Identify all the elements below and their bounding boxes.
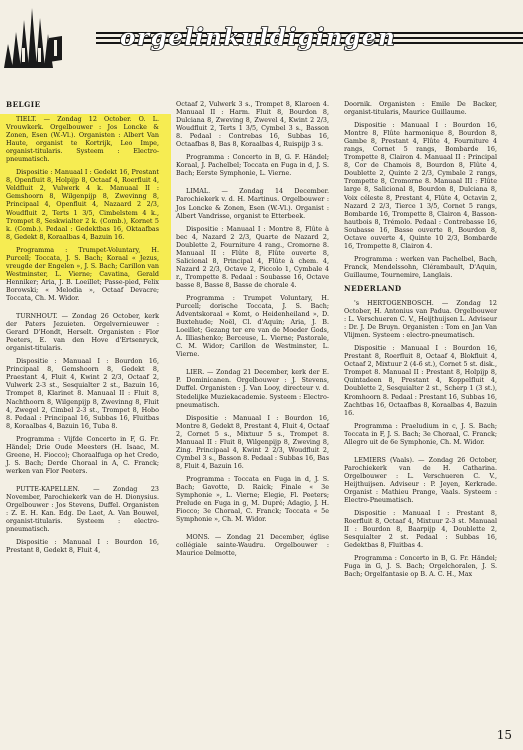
text-column-right [344,100,497,583]
section-title: orgelinkuldigingen [120,24,397,51]
concert-entry: LIER. — Zondag 21 December, kerk der E. P. Dominicanen. Orgelbouwer : J. Stevens, Duffel. Organisten : J. Van Looy, directeur v. d. Stedelijke Muziekacademie. Systeem : Electro-pneumatisch. [176,368,329,409]
concert-entry: Programma : Trumpet-Voluntary, H. Purcell; Toccata, J. S. Bach; Koraal « Jezus, vreugde der Engelen », J. S. Bach; Carillon van Westminster, L. Vierne; Cavatina, Gerald Henniker; Aria, J. B. Loeillet; Passe-pied, Felix Borowski; « Melodia », Octaaf Devacre; Toccata, Ch. M. Widor. [6,245,159,302]
concert-entry: LIMAL. — Zondag 14 December. Parochiekerk v. d. H. Martinus. Orgelbouwer : Jos Loncke & Zonen, Esen (W.-Vl.). Organist : Albert Vandrisse, organist te Etterbeek. [176,187,329,220]
concert-entry: Dispositie : Manuaal I : Bourdon 16, Principaal 8, Gemshoorn 8, Gedekt 8, Praestant 4, Fluit 4, Kwint 2 2/3, Octaaf 2, Vulwerk 2-3 st., Sesquialter 2 st., Bazuin 16, Trompet 8, Klarinet 8. Manuaal II : Fluit 8, Nachthoorn 8, Wilgenpijp 8, Zwevinng 8, Fluit 4, Zwegel 2, Cimbel 2-3 st., Trompet 8, Hobo 8. Pedaal : Principaal 16, Subbas 16, Fluitbas 8, Koraalbas 4, Bazuin 16, Tuba 8. [6,357,159,430]
concert-entry: Dispositie : Manuaal I : Montre 8, Flûte à bec 4, Nazard 2 2/3, Quarte de Nazard 2, Doublette 2, Fourniture 4 rang., Cromorne 8. Manuaal II : Flûte 8, Flûte ouverte 8, Salicional 8, Principal 4, Flûte à chem. 4, Nazard 2 2/3, Octave 2, Piccolo 1, Cymbale 4 r., Trompette 8. Pedaal : Soubasse 16, Octave basse 8, Basse 8, Basse de chorale 4. [176,224,329,289]
concert-entry: Programma : Praeludium in c, J. S. Bach; Toccata in F, J. S. Bach; 3e Choraal, C. Franck; Allegro uit de 6e Symphonie, Ch. M. Widor. [344,421,497,446]
page-number: 15 [496,728,512,742]
text-column-middle [176,100,329,562]
concert-entry: TIELT. — Zondag 12 October. O. L. Vrouwkerk. Orgelbouwer : Jos Loncke & Zonen, Esen (W.-Vl.). Organisten : Albert Van Haute, organist te Kortrijk, Leo Impe, organist-titularis. Systeem : Electro-pneumatisch. [6,115,159,164]
concert-entry: Programma : Concerto in B, G. Fr. Händel; Fuga in G, J. S. Bach; Orgelchoralen, J. S. Bach; Orgelfantasie op B. A. C. H., Max [344,554,497,579]
concert-entry: Programma : Trumpet Voluntary, H. Purcell; dorische Toccata, J. S. Bach; Adventskoraal « Komt, o Heidenheiland », D. Buxtehude; Noël, Cl. d'Aquin; Aria, J. B. Loeillet; Gezang ter ere van de Moeder Gods, A. Illiashenko; Berceuse, L. Vierne; Pastorale, C. M. Widor; Carillon de Westminster, L. Vierne. [176,293,329,359]
country-heading: BELGIE [6,100,41,109]
concert-entry: Doornik. Organisten : Emile De Backer, organist-titularis, Maurice Guillaume. [344,100,497,117]
concert-entry: Dispositie : Manuaal I : Bourdon 16, Prestant 8, Roerfluit 8, Octaaf 4, Blokfluit 4, Octaaf 2, Mixtuur 2 (4-6 st.), Cornet 5 st. disk., Trompet 8. Manuaal II : Prestant 8, Holpijp 8, Quintadeen 8, Prestant 4, Koppelfluit 4, Doublette 2, Sesquialter 2 st., Scherp 1 (3 st.), Kromhoorn 8. Pedaal : Prestant 16, Subbas 16, Zachtbas 16, Octaafbas 8, Koraalbas 4, Bazuin 16. [344,344,497,417]
country-heading: NEDERLAND [344,283,402,293]
title-bar [96,22,523,54]
concert-entry: 's HERTOGENBOSCH. — Zondag 12 October, H. Antonius van Padua. Orgelbouwer : L. Verschueren C. V., Heijthuijsen L. Adviseur : Dr. J. De Bruyn. Organisten : Tom en Jan Van Vlijmen. Systeem : electro-pneumatisch. [344,298,497,340]
concert-entry: PUTTE-KAPELLEN. — Zondag 23 November, Parochiekerk van de H. Dionysius. Orgelbouwer : Jos Stevens, Duffel. Organisten : Z. E. H. Kan. Edg. De Laet, A. Van Bouwel, organist-titularis. Systeem : electro-pneumatisch. [6,484,159,534]
concert-entry: TURNHOUT. — Zondag 26 October, kerk der Paters Jezuieten. Orgelvernieuwer : Gerard D'Hondt, Herselt. Organisten : Flor Peeters, E. van den Hove d'Ertsenryck, organist-titularis. [6,312,159,353]
text-column-left [6,100,159,559]
concert-entry: Dispositie : Manuaal I : Bourdon 16, Prestant 8, Gedekt 8, Fluit 4, [6,538,159,555]
concert-entry: Octaaf 2, Vulwerk 3 s., Trompet 8, Klaroen 4. Manuaal II : Harm. Fluit 8, Bourdon 8, Dulciana 8, Zweving 8, Zwevel 4, Kwint 2 2/3, Woudfluit 2, Terts 1 3/5, Cymbel 3 s., Basson 8. Pedaal : Contrebas 16, Subbas 16, Octaafbas 8, Bas 8, Koraalbas 4, Ruispijp 3 s. [176,100,329,149]
concert-entry: Programma : Concerto in B, G. F. Händel; Koraal, J. Pachelbel; Toccata en Fuga in d, J. S. Bach; Eerste Symphonie, L. Vierne. [176,153,329,178]
concert-entry: LEMIERS (Vaals). — Zondag 26 October, Parochiekerk van de H. Catharina. Orgelbouwer : L. Verschueren C. V., Heijthuijsen. Adviseur : P. Jeyen, Kerkrade. Organist : Mathieu Prange, Vaals. Systeem : Electro-Pneumatisch. [344,455,497,505]
concert-entry: Programma : werken van Pachelbel, Bach, Franck, Mendelssohn, Clérambault, D'Aquin, Guillaume, Tournemire, Langlais. [344,254,497,279]
concert-entry: Programma : Vijfde Concerto in F, G. Fr. Händel; Drie Oude Meesters (H. Isaac, M. Greene, H. Fiocco); Choraalfuga op het Credo, J. S. Bach; Derde Choraal in A, C. Franck; werken van Flor Peeters. [6,434,159,475]
section-header [0,0,523,74]
concert-entry: Dispositie : Manuaal I : Bourdon 16, Montre 8, Flûte harmonique 8, Bourdon 8, Gambe 8, Prestant 4, Flûte 4, Fourniture 4 rangs, Cornet 5 rangs, Bombarde 16, Trompette 8, Clairon 4. Manuaal II : Principal 8, Cor de Chamois 8, Bourdon 8, Flûte 4, Doublette 2, Quinte 2 2/3, Cymbale 2 rangs, Trompette 8, Cromorne 8. Manuaal III : Flûte large 8, Salicional 8, Bourdon 8, Dulciana 8, Voix céleste 8, Prestant 4, Flûte 4, Octavin 2, Nazard 2 2/3, Tierce 1 3/5, Cornet 5 rangs, Bombarde 16, Trompette 8, Clairon 4, Basson-hautbois 8, Trémolo. Pedaal : Contrebasse 16, Soubasse 16, Basse ouverte 8, Bourdon 8, Octave ouverte 4, Quinte 10 2/3, Bombarde 16, Trompette 8, Clairon 4. [344,121,497,250]
concert-entry: Programma : Toccata en Fuga in d, J. S. Bach; Gavotte, D. Raick; Finale « 3e Symphonie », L. Vierne; Elegie, Fl. Peeters; Prelude en Fuga in g, M. Dupré; Adagio, J. H. Fiocco; 3e Choraal, C. Franck; Toccata « 5e Symphonie », Ch. M. Widor. [176,474,329,524]
concert-entry: MONS. — Zondag 21 December, église collégiale sainte-Waudru. Orgelbouwer : Maurice Delmotte, [176,533,329,558]
concert-entry: Dispositie : Manuaal I : Bourdon 16, Montre 8, Gedekt 8, Prestant 4, Fluit 4, Octaaf 2, Cornet 5 s., Mixtuur 5 s., Trompet 8. Manuaal II : Fluit 8, Wilgenpijp 8, Zweving 8, Zing. Principaal 4, Kwint 2 2/3, Woudfluit 2, Cymbel 3 s., Basson 8. Pedaal : Subbas 16, Bas 8, Fluit 4, Bazuin 16. [176,413,329,470]
concert-entry: Dispositie : Manuaal I : Gedekt 16, Prestant 8, Openfluit 8, Holpijp 8, Octaaf 4, Roerfluit 4, Veldfluit 2, Vulwerk 4 k. Manuaal II : Gemshoorn 8, Wilgenpijp 8, Zwevinng 8, Principaal 4, Openfluit 4, Nazaard 2 2/3, Woudfluit 2, Terts 1 3/5, Cimbelstem 4 k., Trompet 8, Seskwialter 2 k. (Comb.), Kornet 5 k. (Comb.). Pedaal : Gedektbas 16, Oktaafbas 8, Gedekt 8, Koraalbas 4, Bazuin 16. [6,168,159,241]
concert-entry: Dispositie : Manuaal I : Prestant 8, Roerfluit 8, Octaaf 4, Mixtuur 2-3 st. Manuaal II : Bourdon 8, Baarpijp 4, Doublette 2, Sesquialter 2 st. Pedaal : Subbas 16, Gedektbas 8, Fluitbas 4. [344,509,497,550]
